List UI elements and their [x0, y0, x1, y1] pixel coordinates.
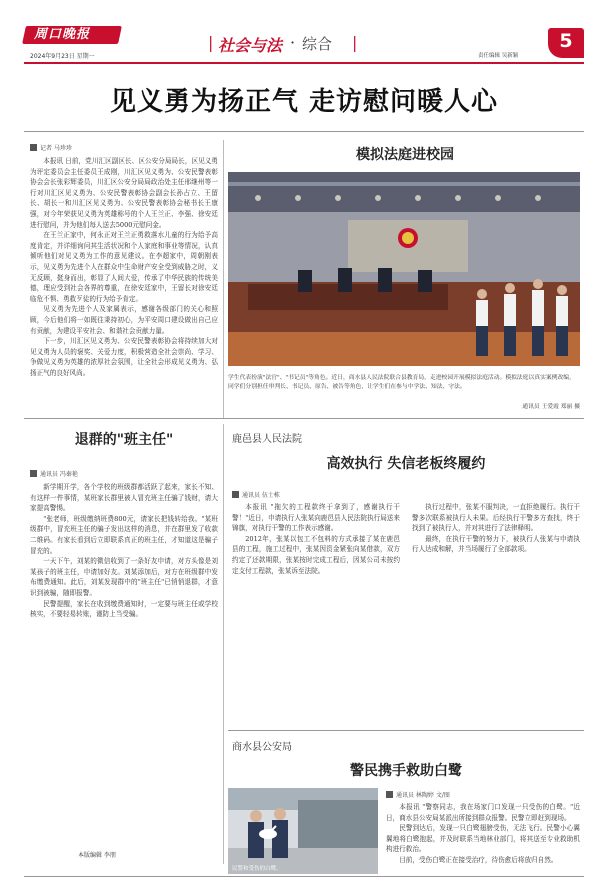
story4-paragraph: 本报讯 "警察同志，我在场家门口发现一只受伤的白鹭。"近日，商水县公安局某派出所接到群众报警。民警立即赶到现场。 — [386, 803, 580, 822]
police-egret-illustration — [228, 788, 378, 874]
section-title-bracket-left: | — [208, 33, 214, 52]
column-divider — [223, 424, 224, 864]
page-editor-note: 本版编辑 李朋 — [78, 852, 116, 859]
story4-kicker: 商水县公安局 — [232, 742, 292, 753]
story2-body — [30, 482, 218, 838]
story3-byline-text: 通讯员 伍士栋 — [242, 492, 280, 499]
masthead — [0, 0, 600, 70]
story2-paragraph: 一天下午，刘某的微信收到了一条好友申请，对方头像是刘某孩子的班主任，申请加好友。刘某添加后，对方在班级群中发布缴费通知。此后，刘某发现群中的"班主任"已悄悄退群，才意识到被骗，随即报警。 — [30, 557, 218, 597]
section-subtitle: 综合 — [302, 35, 333, 53]
logo-text: 周口晚报 — [34, 27, 91, 42]
court-photo-credit: 通讯员 王爱霞 郑丽 摄 — [522, 404, 580, 410]
story1-paragraph: 本报讯 日前，党川汇区副区长、区公安分局局长，区见义勇为评定委员会主任委员王成刚，川汇区见义勇为、公安民警表彰协会会长张彩辉委员，川汇区公安分局局政治处主任邢继州等一行对川汇区见义勇为、公安民警表彰协会副会长孙占立、王留长、胡长一和川汇区见义勇为、公安民警表彰协会秘书长王康强，对今年荣获见义勇为英雄称号的个人王兰正、李强、徐安廷进行慰问，并为他们每人送去5000元慰问金。 — [30, 157, 218, 229]
story4-body — [386, 802, 580, 874]
byline-marker-icon — [386, 791, 393, 798]
story4-byline — [386, 790, 450, 799]
story3-paragraph: 2012年，张某以包工不包料的方式承接了某在鹿邑县的工程，施工过程中，张某因资金紧张向某借款，双方约定了还款期限，张某按时完成工程后，因某公司未按约定支付工程款，张某诉至法院。 — [232, 534, 400, 575]
story3-paragraph: 执行过程中，张某不服判决，一直拒绝履行。执行干警多次联系被执行人未果。后经执行干警多方查找，终于找到了被执行人，并对其进行了法律释明。 — [412, 503, 580, 533]
story3-kicker: 鹿邑县人民法院 — [232, 434, 302, 445]
story1-body — [30, 156, 218, 410]
story3-title: 高效执行 失信老板终履约 — [326, 456, 486, 472]
editor-credit: 责任编辑 吴新颖 — [478, 53, 519, 59]
story4-photo-caption: 民警和受伤的白鹭。 — [232, 866, 282, 872]
court-title: 模拟法庭进校园 — [356, 147, 454, 163]
story3-paragraph: 最终，在执行干警的努力下，被执行人张某与申请执行人达成和解，并当场履行了全部款项。 — [412, 534, 580, 554]
story1-paragraph: 在王兰正家中，何永正对王兰正勇救落水儿童的行为给予高度肯定，并详细询问其生活状况和个人家庭和事业等情况，认真倾听他们对见义勇为工作的意见建议。在李超家中，周朝刚表示，见义勇为先进个人在群众中生命财产安全受到威胁之时，义无反顾，挺身而出，彰显了人间大爱，传承了中华民族的传统美德，理应受到社会各界的尊重，在徐安廷家中，王留长对徐安廷临危不惧、勇救歹徒的行为给予肯定。 — [30, 231, 218, 303]
date-line: 2024年9月23日 星期一 — [30, 53, 95, 60]
section-rule — [228, 730, 584, 731]
section-rule — [24, 418, 584, 419]
court-photo — [228, 172, 580, 366]
courtroom-illustration — [228, 172, 580, 366]
footer-rule — [24, 876, 584, 877]
story4-paragraph: 目前，受伤白鹭正在接受治疗，待伤愈后将放归自然。 — [399, 855, 558, 864]
story4-paragraph: 民警到达后，发现一只白鹭翅膀受伤，无法飞行。民警小心翼翼地将白鹭抱起，并及时联系当地林业部门，将其送至专业救助机构进行救治。 — [386, 824, 580, 854]
byline-marker-icon — [30, 470, 37, 477]
story4-byline-text: 通讯员 林陶婷 文/图 — [396, 792, 450, 799]
column-divider — [223, 140, 224, 418]
story2-paragraph: 民警提醒，家长在收到缴费通知时，一定要与班主任或学校核实，不要轻易转账，谨防上当受骗。 — [30, 599, 218, 619]
story1-paragraph: 见义勇为先进个人及家属表示，感谢各级部门的关心和照顾，今后他们将一如既往秉持初心，为平安周口建设做出自己应有贡献，为建设平安社会、和谐社会贡献力量。 — [30, 305, 218, 335]
masthead-rule — [24, 62, 584, 64]
story2-paragraph: "张老师，班级缴纳班费800元，请家长把钱转给我。"某班级群中，冒充班主任的骗子发出这样的消息，并在群里发了收款二维码。有家长看到后立即联系真正的班主任，才知道这是骗子冒充的。 — [30, 514, 218, 555]
section-title: 社会与法 — [218, 36, 283, 55]
page-number: 5 — [559, 30, 573, 52]
story3-body — [232, 502, 580, 728]
story2-title: 退群的"班主任" — [74, 432, 174, 448]
byline-marker-icon — [30, 144, 37, 151]
story2-byline-text: 通讯员 冯秦艳 — [40, 471, 78, 478]
story1-paragraph: 下一步，川汇区见义勇为、公安民警表彰协会将持续加大对见义勇为人员的褒奖、关爱力度，积极营造全社会崇尚、学习、争做见义勇为英雄的浓厚社会氛围，让全社会形成见义勇为、弘扬正气的良好风尚。 — [30, 337, 218, 377]
court-caption: 学生代表扮演"法官"、"书记员"等角色。近日，商水县人民法院联合县教育局，走进校园开展模拟法庭活动。模拟法庭以真实案例改编，同学们分别担任审判长、书记员、原告、被告等角色，让学生们在参与中学法、知法、守法。 — [228, 375, 575, 390]
story1-byline — [30, 143, 72, 152]
story2-byline — [30, 469, 78, 478]
headline-rule — [24, 131, 584, 132]
byline-marker-icon — [232, 491, 239, 498]
section-dot: · — [290, 33, 296, 52]
story3-byline — [232, 490, 280, 499]
story2-paragraph: 新学期开学，各个学校的班级群都活跃了起来，家长不知、有这样一件事情，某班家长群里被人冒充班主任骗了钱财，请大家提高警惕。 — [30, 483, 218, 513]
story4-photo — [228, 788, 378, 874]
story3-paragraph: 本报讯 "拖欠的工程款终于拿到了，感谢执行干警！"近日，申请执行人张某向鹿邑县人民法院执行局送来锦旗，对执行干警的工作表示感谢。 — [232, 503, 400, 533]
story1-byline-text: 记者 马珍珍 — [40, 145, 72, 152]
section-title-bracket-right: | — [352, 33, 358, 52]
story4-title: 警民携手救助白鹭 — [350, 763, 462, 779]
main-headline: 见义勇为扬正气 走访慰问暖人心 — [109, 87, 499, 117]
